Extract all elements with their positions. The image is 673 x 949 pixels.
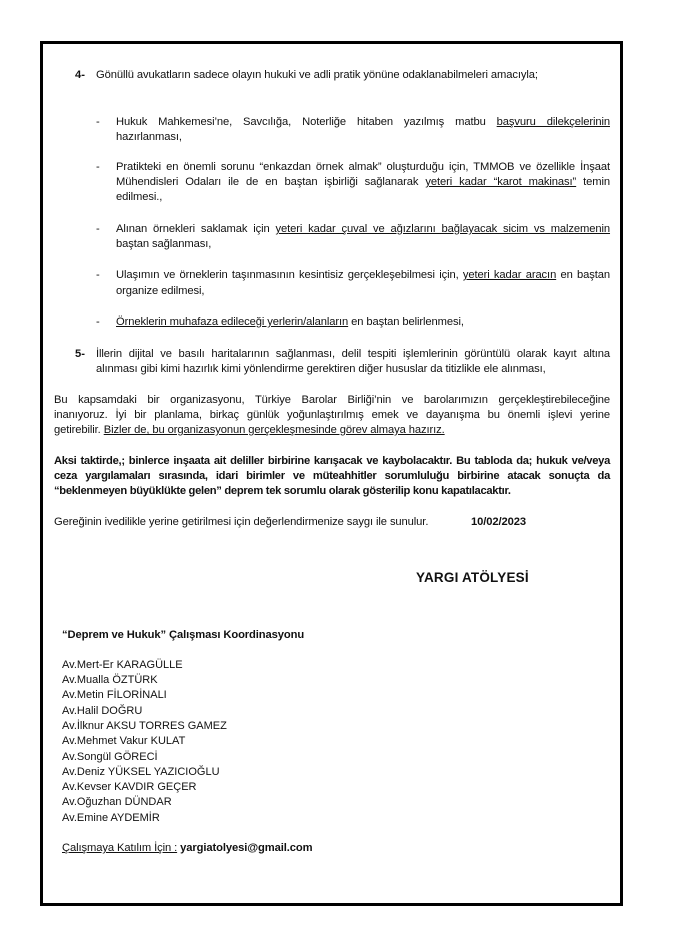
bullet-line: Örneklerin muhafaza edileceği yerlerin/alanların en baştan belirlenmesi, bbox=[116, 316, 464, 328]
bold-paragraph-line: Aksi taktirde,; binlerce inşaata ait deliller birbirine karışacak ve kaybolacaktır. Bu tabloda da; hukuk ve/veya bbox=[54, 455, 610, 467]
member-name: Av.Mehmet Vakur KULAT bbox=[62, 735, 186, 747]
paragraph-line: inanıyoruz. İyi bir planlama, birkaç günlük yoğunlaştırılmış emek ve dayanışma bu önemli işlevi yerine bbox=[54, 409, 610, 421]
paragraph-line: getirebilir. Bizler de, bu organizasyonun gerçekleşmesinde görev almaya hazırız. bbox=[54, 424, 445, 436]
contact-line bbox=[62, 841, 312, 857]
member-name: Av.İlknur AKSU TORRES GAMEZ bbox=[62, 720, 227, 732]
member-name: Av.Halil DOĞRU bbox=[62, 705, 143, 717]
bullet-dash: - bbox=[96, 316, 100, 328]
item-text: Gönüllü avukatların sadece olayın hukuki ve adli pratik yönüne odaklanabilmeleri amacıyla; bbox=[96, 69, 538, 81]
member-name: Av.Deniz YÜKSEL YAZICIOĞLU bbox=[62, 766, 220, 778]
bullet-line: edilmesi., bbox=[116, 191, 163, 203]
item-number: 4- bbox=[75, 69, 85, 81]
bullet-line: Mühendisleri Odaları ile de en baştan işbirliği sağlanarak yeteri kadar “karot makinası” temin bbox=[116, 176, 611, 188]
signature: YARGI ATÖLYESİ bbox=[416, 570, 529, 585]
member-name: Av.Kevser KAVDIR GEÇER bbox=[62, 781, 197, 793]
paragraph-line: Bu kapsamdaki bir organizasyonu, Türkiye Barolar Birliği’nin ve barolarımızın gerçekleştirebileceğine bbox=[54, 394, 610, 406]
member-name: Av.Mert-Er KARAGÜLLE bbox=[62, 659, 183, 671]
item-line: İllerin dijital ve basılı haritalarının sağlanması, delil tespiti işlemlerinin görüntülü olarak kayıt altına bbox=[96, 348, 610, 360]
bold-paragraph-line: ceza yargılamaları sırasında, idari birimler ve müteahhitler sorumluluğu birbirine atacak sonuçta da bbox=[54, 470, 610, 482]
bullet-line: Hukuk Mahkemesi’ne, Savcılığa, Noterliğe hitaben yazılmış matbu başvuru dilekçelerinin bbox=[116, 116, 610, 128]
closing-text: Gereğinin ivedilikle yerine getirilmesi için değerlendirmenize saygı ile sunulur. bbox=[54, 516, 429, 528]
member-name: Av.Emine AYDEMİR bbox=[62, 812, 160, 824]
member-name: Av.Mualla ÖZTÜRK bbox=[62, 674, 158, 686]
contact-email[interactable]: yargiatolyesi@gmail.com bbox=[177, 842, 313, 854]
bullet-line: baştan sağlanması, bbox=[116, 238, 212, 250]
bullet-line: hazırlanması, bbox=[116, 131, 182, 143]
bold-paragraph-line: “beklenmeyen büyüklükte gelen” deprem tek sorumlu olarak gösterilip konu kapatılacaktır. bbox=[54, 485, 511, 497]
date: 10/02/2023 bbox=[471, 516, 526, 528]
bullet-dash: - bbox=[96, 116, 100, 128]
member-name: Av.Songül GÖRECİ bbox=[62, 751, 158, 763]
bullet-dash: - bbox=[96, 269, 100, 281]
bullet-dash: - bbox=[96, 161, 100, 173]
contact-label: Çalışmaya Katılım İçin : bbox=[62, 842, 178, 854]
member-name: Av.Metin FİLORİNALI bbox=[62, 689, 167, 701]
bullet-line: Pratikteki en önemli sorunu “enkazdan örnek almak” oluşturduğu için, TMMOB ve özellikle İnşaat bbox=[116, 161, 610, 173]
member-name: Av.Oğuzhan DÜNDAR bbox=[62, 796, 172, 808]
bullet-line: Ulaşımın ve örneklerin taşınmasının kesintisiz gerçekleşebilmesi için, yeteri kadar aracın en baştan bbox=[116, 269, 610, 281]
coordination-title: “Deprem ve Hukuk” Çalışması Koordinasyonu bbox=[62, 629, 305, 641]
bullet-dash: - bbox=[96, 223, 100, 235]
item-number: 5- bbox=[75, 348, 85, 360]
bullet-line: Alınan örnekleri saklamak için yeteri kadar çuval ve ağızlarını bağlayacak sicim vs malzemenin bbox=[116, 223, 611, 235]
item-line: alınması gibi kimi hazırlık kimi yönlendirme gerektiren diğer hususlar da titizlikle ele alınması, bbox=[96, 363, 546, 375]
bullet-line: organize edilmesi, bbox=[116, 285, 205, 297]
